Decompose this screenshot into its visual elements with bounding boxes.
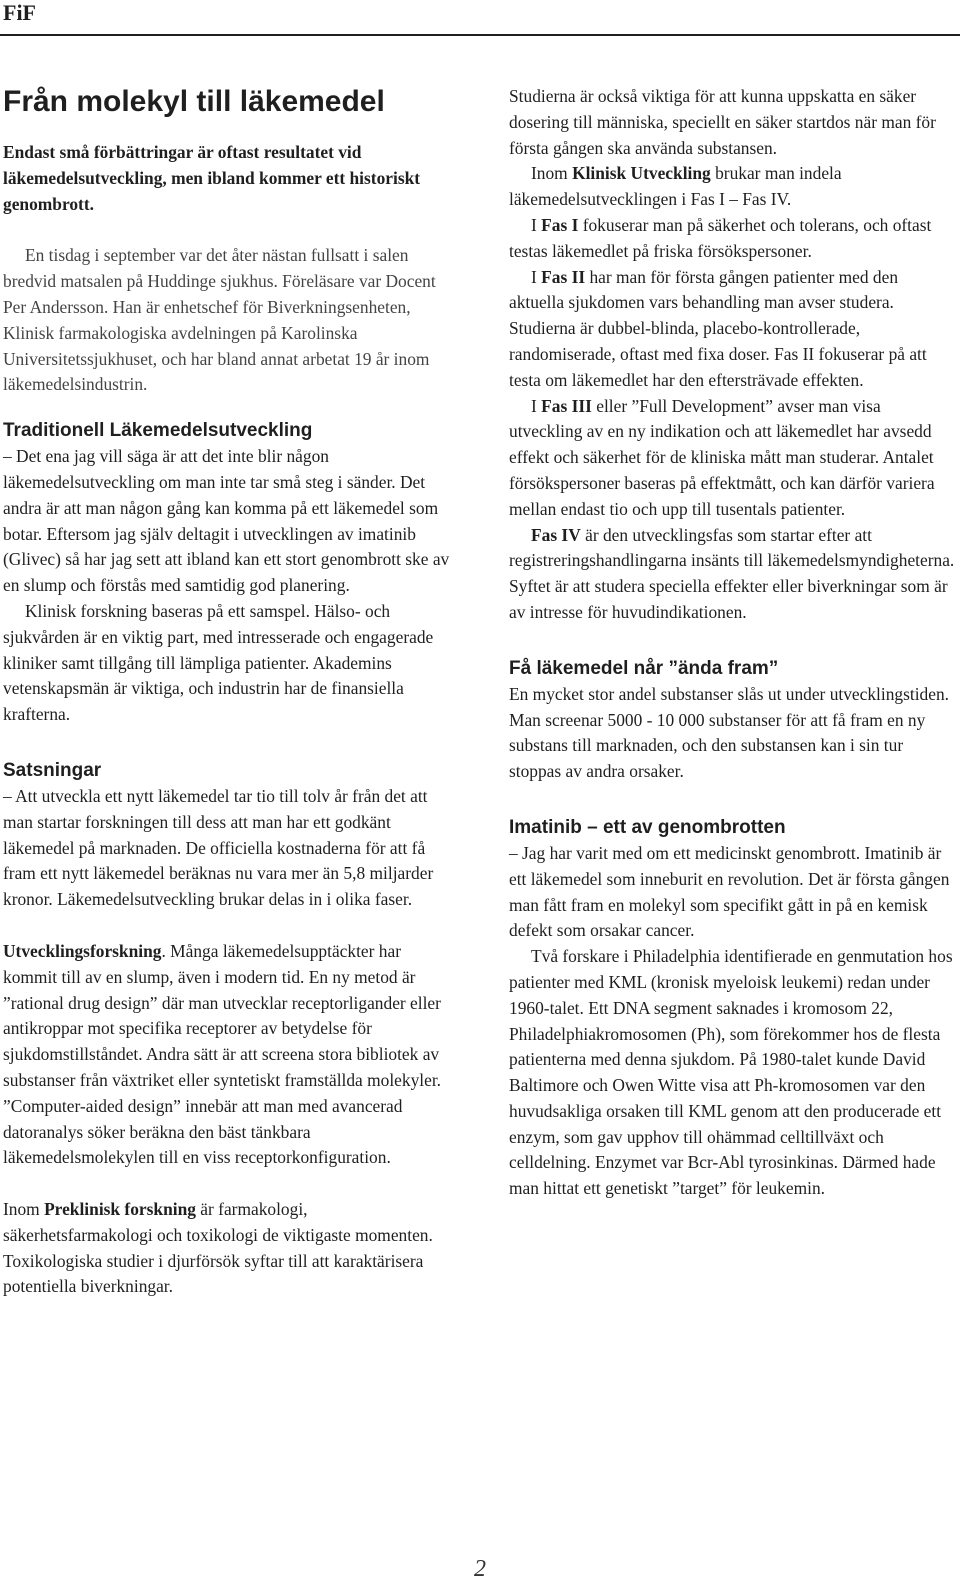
- klinisk-prefix: Inom: [531, 163, 573, 184]
- fas4-paragraph: [509, 523, 957, 626]
- fas2-paragraph: [509, 265, 957, 394]
- heading-traditionell: Traditionell Läkemedelsutveckling: [3, 420, 313, 442]
- publication-logo: FiF: [3, 0, 36, 25]
- heading-satsningar: Satsningar: [3, 759, 102, 781]
- term-fas4: Fas IV: [531, 524, 581, 545]
- heading-fa-lakemedel: Få läkemedel når ”ända fram”: [509, 657, 779, 679]
- term-fas1: Fas I: [541, 214, 579, 235]
- term-preklinisk: Preklinisk forskning: [44, 1199, 196, 1220]
- preklinisk-prefix: Inom: [3, 1199, 45, 1220]
- fas1-prefix: I: [531, 214, 542, 235]
- fas1-text: fokuserar man på säkerhet och tolerans, och oftast testas läkemedlet på friska försökspersoner.: [509, 214, 932, 261]
- traditionell-paragraph-1: – Det ena jag vill säga är att det inte blir någon läkemedelsutveckling om man inte tar små steg i sänder. Det andra är att man någon gång kan komma på ett läkemedel som botar. Eftersom jag själv deltagit i utvecklingen av imatinib (Glivec) så har jag sett att ibland kan ett stort genombrott ske av en slump och förstås med samtidig god planering.: [3, 446, 450, 596]
- fas3-prefix: I: [531, 395, 542, 416]
- preklinisk-paragraph: [3, 1197, 455, 1300]
- utvecklingsforskning-text: . Många läkemedelsupptäckter har kommit till av en slump, även i modern tid. En ny metod är ”rational drug design” där man utvecklar receptorligander eller antikroppar mot specifika receptorer av betydelse för sjukdomstillståndet. Andra sätt är att screena stora bibliotek av substanser från växtriket eller syntetiskt framställda molekyler. ”Computer-aided design” innebär att man med avancerad datoranalys söker beräkna den bäst tänkbara läkemedelsmolekylen till en viss receptorkonfiguration.: [3, 940, 442, 1168]
- article-lead: Endast små förbättringar är oftast resultatet vid läkemedelsutveckling, men ibland kommer ett historiskt genombrott.: [3, 142, 421, 214]
- imatinib-paragraph-1: – Jag har varit med om ett medicinskt genombrott. Imatinib är ett läkemedel som inneburit en revolution. Det är första gången man fått fram en molekyl som specifikt gått in på en kemisk defekt som orsakar cancer.: [509, 842, 950, 941]
- intro-paragraph: En tisdag i september var det åter nästan fullsatt i salen bredvid matsalen på Huddinge sjukhus. Föreläsare var Docent Per Andersson. Han är enhetschef för Biverkningsenheten, Klinisk farmakologiska avdelningen på Karolinska Universitetssjukhuset, och har bland annat arbetat 19 år inom läkemedelsindustrin.: [3, 245, 436, 395]
- utvecklingsforskning-paragraph: [3, 939, 455, 1171]
- header-divider: [0, 34, 960, 36]
- page-number: 2: [474, 1556, 486, 1582]
- fas2-prefix: I: [531, 266, 542, 287]
- heading-imatinib: Imatinib – ett av genombrotten: [509, 816, 786, 838]
- term-fas2: Fas II: [541, 266, 586, 287]
- right-paragraph-1: Studierna är också viktiga för att kunna uppskatta en säker dosering till människa, speciellt en säker startdos när man för första gången ska använda substansen.: [509, 86, 936, 158]
- satsningar-paragraph-1: – Att utveckla ett nytt läkemedel tar tio till tolv år från det att man startar forskningen till dess att man har ett godkänt läkemedel på marknaden. De officiella kostnaderna för att få fram ett nytt läkemedel beräknas nu vara mer än 5,8 miljarder kronor. Läkemedelsutveckling brukar delas in i olika faser.: [3, 785, 434, 910]
- klinisk-text: brukar man indela läkemedelsutvecklingen i Fas I – Fas IV.: [509, 163, 842, 210]
- fas3-paragraph: [509, 394, 957, 523]
- fas1-paragraph: [509, 213, 957, 265]
- term-klinisk-utveckling: Klinisk Utveckling: [572, 163, 711, 184]
- term-fas3: Fas III: [541, 395, 592, 416]
- imatinib-paragraph-2: Två forskare i Philadelphia identifierade en genmutation hos patienter med KML (kronisk myeloisk leukemi) redan under 1960-talet. Ett DNA segment saknades i kromosom 22, Philadelphiakromosomen (Ph), som förekommer hos de flesta patienterna med denna sjukdom. På 1980-talet kunde David Baltimore och Owen Witte visa att Ph-kromosomen var den huvudsakliga orsaken till KML genom att den producerade ett enzym, som gav upphov till ohämmad celltillväxt och celldelning. Enzymet var Bcr-Abl tyrosinkinas. Därmed hade man hittat ett genetiskt ”target” för leukemin.: [509, 946, 953, 1199]
- right-column: [509, 84, 957, 1202]
- klinisk-paragraph: [509, 161, 957, 213]
- fas2-text: har man för första gången patienter med den aktuella sjukdomen vars behandling man avser studera. Studierna är dubbel-blinda, placebo-kontrollerade, randomiserade, oftast med fixa doser. Fas II fokuserar på att testa om läkemedlet har den eftersträvade effekten.: [509, 266, 927, 390]
- traditionell-paragraph-2: Klinisk forskning baseras på ett samspel. Hälso- och sjukvården är en viktig part, med intresserade och engagerade kliniker samt tillgång till lämpliga patienter. Akademins vetenskapsmän är viktiga, och industrin har de finansiella krafterna.: [3, 600, 434, 725]
- fas4-text: är den utvecklingsfas som startar efter att registreringshandlingarna insänts till läkemedelsmyndigheterna. Syftet är att studera speciella effekter eller biverkningar som är av intresse för huvudindikationen.: [509, 524, 955, 622]
- preklinisk-text: är farmakologi, säkerhetsfarmakologi och toxikologi de viktigaste momenten. Toxikologiska studier i djurförsök syftar till att karaktärisera potentiella biverkningar.: [3, 1199, 433, 1297]
- article-title: Från molekyl till läkemedel: [3, 85, 385, 118]
- fas3-text: eller ”Full Development” avser man visa utveckling av en ny indikation och att läkemedlet har avsedd effekt och säkerhet för de kliniska mått man studerar. Antalet försökspersoner baseras på effektmått, och kan därför variera mellan endast tio och upp till tusentals patienter.: [509, 395, 935, 519]
- left-column: [3, 84, 455, 1300]
- term-utvecklingsforskning: Utvecklingsforskning: [3, 940, 162, 961]
- fa-paragraph-1: En mycket stor andel substanser slås ut under utvecklingstiden. Man screenar 5000 - 10 000 substanser för att få fram en ny substans till marknaden, och den substansen kan i sin tur stoppas av andra orsaker.: [509, 683, 949, 782]
